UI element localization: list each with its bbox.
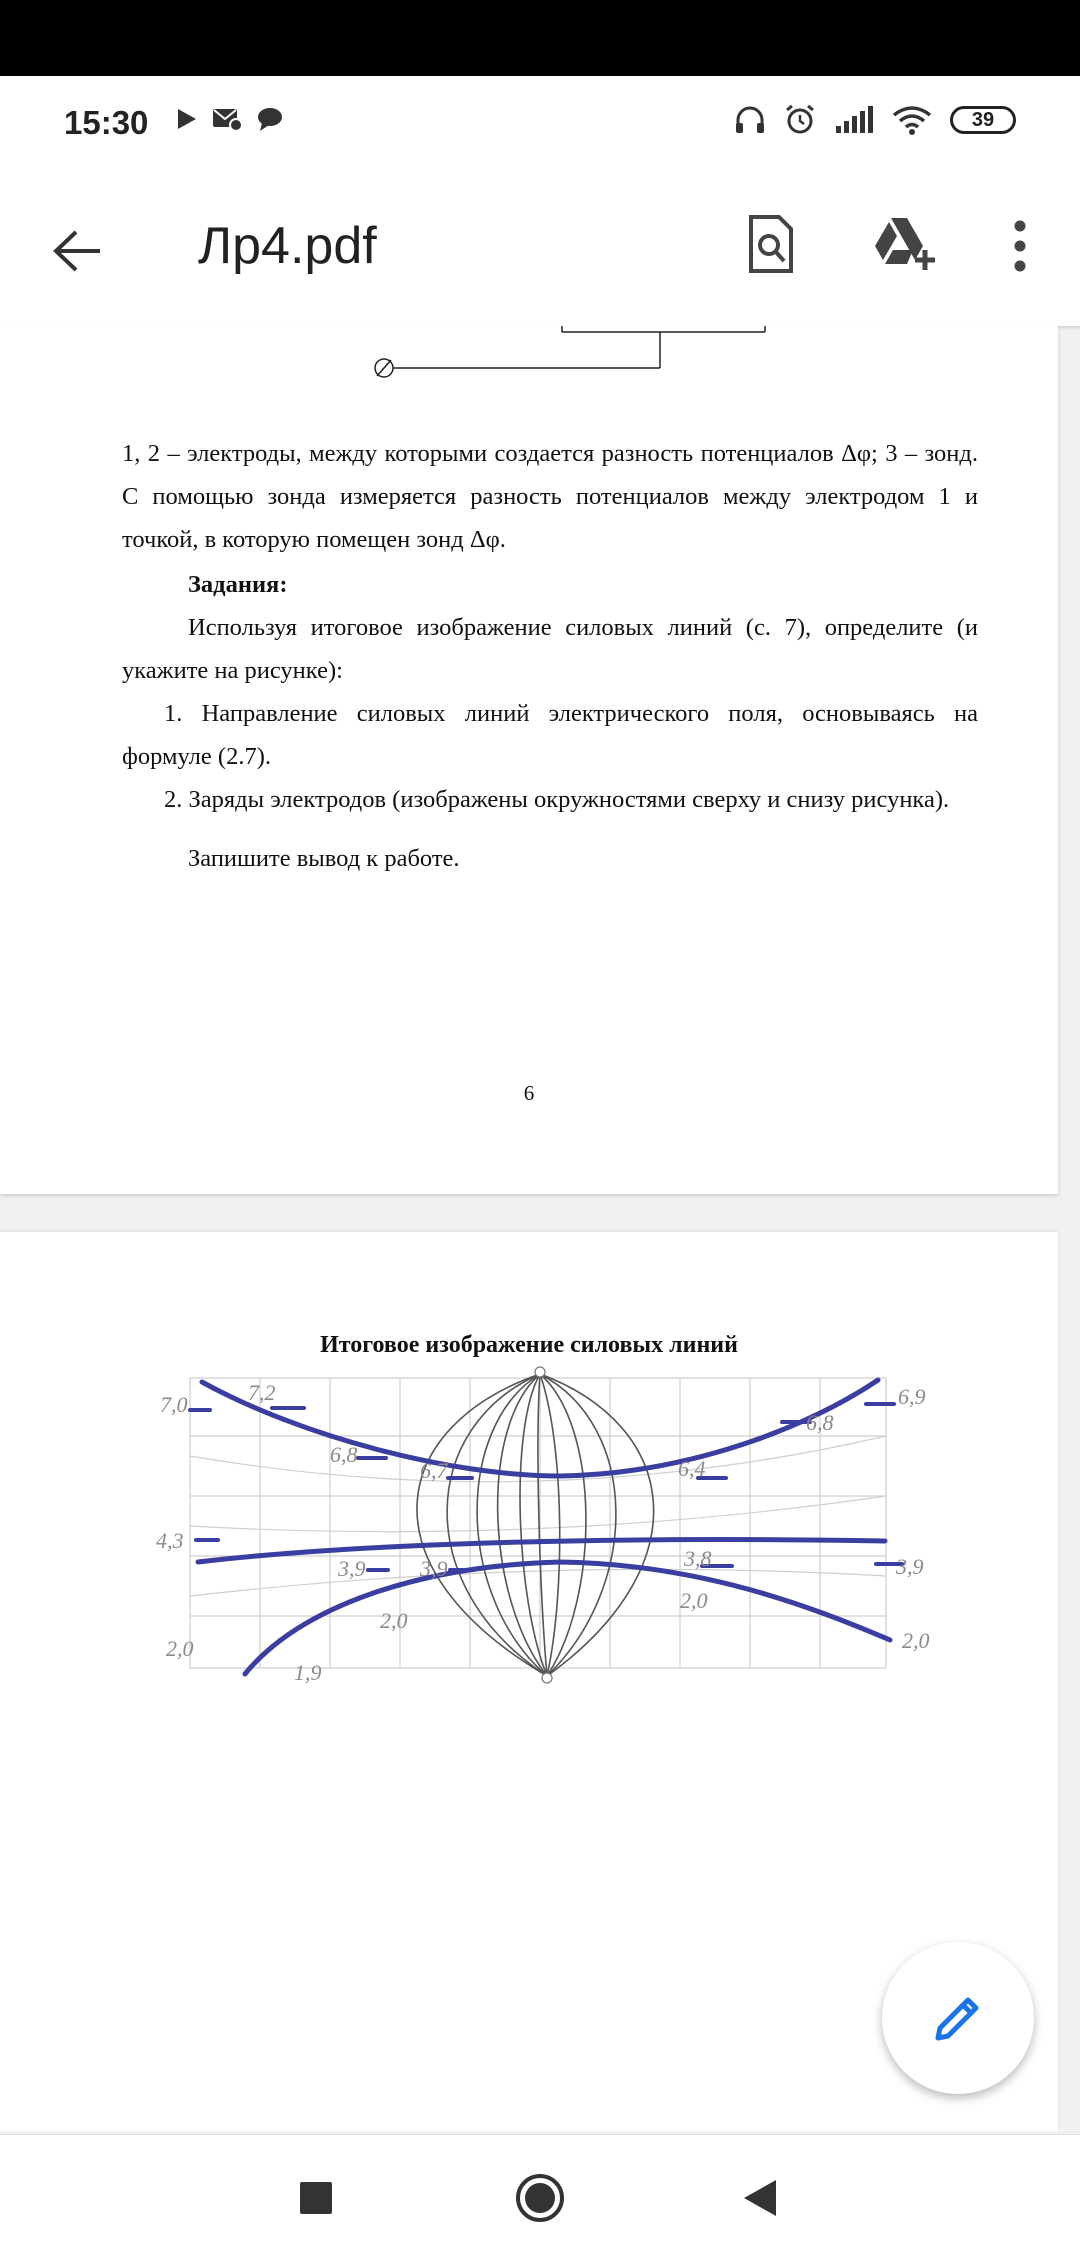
document-body: [122, 432, 978, 880]
search-document-icon: [747, 215, 795, 273]
label-3-9-b: 3,9: [420, 1556, 448, 1581]
label-4-3: 4,3: [156, 1528, 184, 1553]
tasks-intro: Используя итоговое изображение силовых линий (с. 7), определите (и укажите на рисунке):: [122, 614, 978, 684]
label-6-8: 6,8: [330, 1442, 358, 1467]
page-number: 6: [523, 1081, 535, 1105]
field-lines-figure: [0, 1366, 1058, 1846]
label-7-0: 7,0: [160, 1392, 188, 1417]
tasks-heading: Задания:: [188, 571, 288, 598]
label-6-4: 6,4: [678, 1456, 706, 1481]
label-1-9: 1,9: [294, 1660, 322, 1685]
more-options-button[interactable]: [996, 206, 1044, 286]
play-icon: [176, 107, 198, 131]
chat-icon: [256, 106, 284, 132]
probe-marks: [190, 1404, 902, 1570]
figure-title: Итоговое изображение силовых линий: [320, 1332, 738, 1358]
signal-icon: [834, 106, 874, 134]
status-time: 15:30: [64, 104, 149, 141]
recents-square-icon[interactable]: [298, 2180, 334, 2216]
circuit-diagram-fragment: [0, 326, 1058, 386]
back-triangle-icon[interactable]: [742, 2178, 778, 2218]
headphones-icon: [734, 105, 766, 135]
field-lines: [417, 1374, 654, 1676]
label-2-0-d: 2,0: [902, 1628, 930, 1653]
label-3-9-a: 3,9: [338, 1556, 366, 1581]
conclusion-text: Запишите вывод к работе.: [188, 845, 460, 872]
label-2-0-a: 2,0: [166, 1636, 194, 1661]
document-title: Лр4.pdf: [198, 217, 377, 275]
edit-fab-button[interactable]: [882, 1942, 1034, 2094]
drive-add-icon: [871, 216, 937, 272]
label-3-8: 3,8: [684, 1546, 712, 1571]
back-arrow-icon: [52, 229, 102, 273]
task-item-1: 1. Направление силовых линий электрического поля, основываясь на формуле (2.7).: [122, 700, 978, 770]
wifi-icon: [892, 105, 932, 135]
paragraph-electrodes: 1, 2 – электроды, между которыми создается разность потенциалов Δφ; 3 – зонд. С помощью зонда измеряется разность потенциалов между электродом 1 и точкой, в которую помещен зонд Δφ.: [122, 440, 978, 553]
label-6-7: 6,7: [420, 1458, 448, 1483]
mail-icon: [212, 106, 242, 132]
app-bar: [0, 176, 1080, 326]
electrode-top: [535, 1367, 545, 1377]
label-2-0-c: 2,0: [680, 1588, 708, 1613]
alarm-icon: [784, 104, 816, 136]
camera-notch-area: [0, 0, 1080, 76]
battery-icon: [950, 106, 1016, 134]
label-6-9: 6,9: [898, 1384, 926, 1409]
drive-add-button[interactable]: [864, 206, 944, 282]
task-item-2: 2. Заряды электродов (изображены окружностями сверху и снизу рисунка).: [164, 786, 950, 813]
search-document-button[interactable]: [736, 204, 806, 284]
pdf-page-6: [0, 326, 1058, 1194]
electrode-bottom: [542, 1673, 552, 1683]
edit-pencil-icon: [930, 1990, 986, 2046]
back-button[interactable]: [42, 216, 112, 286]
label-3-9-c: 3,9: [896, 1554, 924, 1579]
label-7-2: 7,2: [248, 1380, 276, 1405]
home-circle-icon[interactable]: [514, 2172, 566, 2224]
system-nav-bar: [0, 2134, 1080, 2261]
more-vert-icon: [1012, 220, 1028, 272]
battery-level: 39: [971, 108, 995, 131]
status-bar: [0, 76, 1080, 176]
label-6-8-right: 6,8: [806, 1410, 834, 1435]
label-2-0-b: 2,0: [380, 1608, 408, 1633]
